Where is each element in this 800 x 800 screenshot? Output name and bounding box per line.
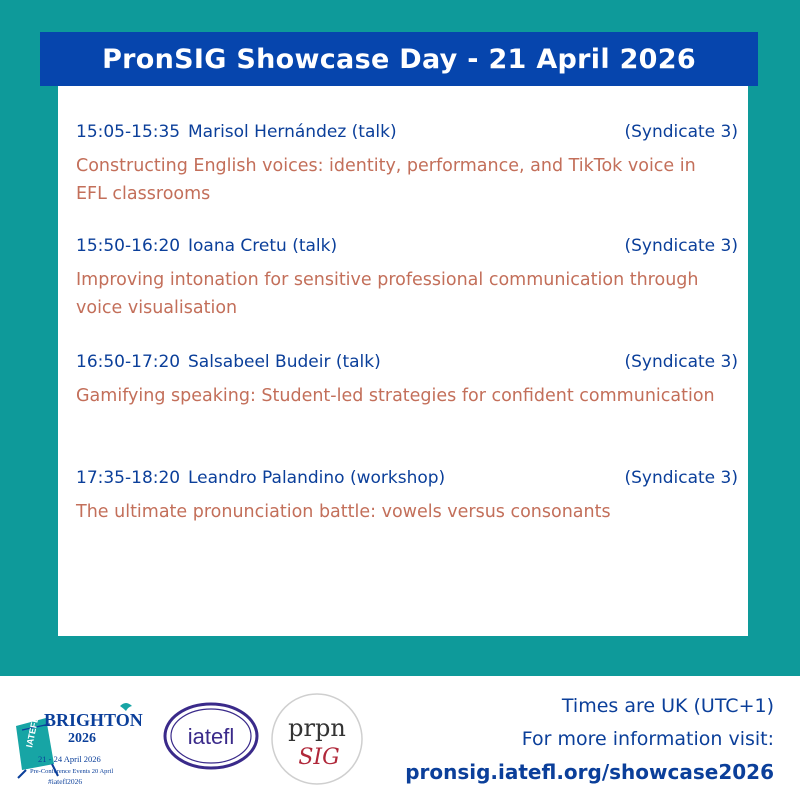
timezone-note: Times are UK (UTC+1) [561,695,774,717]
session-speaker: Salsabeel Budeir (talk) [188,352,381,372]
logo-pre-events: Pre-Conference Events 20 April [30,768,114,775]
footer [0,676,800,800]
brighton-2026-logo [8,696,148,796]
iatefl-wordmark: iatefl [187,724,235,749]
logo-banner-text: IATEFL [24,716,41,749]
logo-hashtag: #iatefl2026 [48,777,83,786]
session-title: Gamifying speaking: Student-led strategies for confident communication [76,386,715,406]
logo-brighton-name: BRIGHTON [44,710,143,730]
session-item [76,236,738,322]
session-time: 15:05-15:35 [76,122,181,142]
session-room: (Syndicate 3) [624,122,738,142]
session-speaker: Leandro Palandino (workshop) [188,468,446,488]
session-time: 15:50-16:20 [76,236,181,256]
showcase-link[interactable]: pronsig.iatefl.org/showcase2026 [405,760,774,784]
session-speaker: Ioana Cretu (talk) [188,236,338,256]
pronsig-top-text: prpn [288,714,346,742]
session-room: (Syndicate 3) [624,352,738,372]
session-title: The ultimate pronunciation battle: vowels versus consonants [76,502,611,522]
session-title: Improving intonation for sensitive professional communication through voice visualisation [76,270,699,318]
session-time: 16:50-17:20 [76,352,181,372]
page-title: PronSIG Showcase Day - 21 April 2026 [102,43,696,75]
schedule-card [58,86,748,636]
session-item [76,122,738,208]
pronsig-bottom-text: SIG [298,745,340,770]
session-item [76,352,738,410]
iatefl-logo [162,700,260,772]
footer-info [405,690,774,789]
session-item [76,468,738,526]
pronsig-logo [270,692,364,786]
info-note: For more information visit: [521,728,774,750]
session-room: (Syndicate 3) [624,236,738,256]
logo-brighton-year: 2026 [68,731,96,746]
logo-dates: 21 - 24 April 2026 [38,754,101,764]
title-banner [40,32,758,86]
session-room: (Syndicate 3) [624,468,738,488]
session-time: 17:35-18:20 [76,468,181,488]
session-speaker: Marisol Hernández (talk) [188,122,397,142]
session-title: Constructing English voices: identity, performance, and TikTok voice in EFL classrooms [76,156,696,204]
